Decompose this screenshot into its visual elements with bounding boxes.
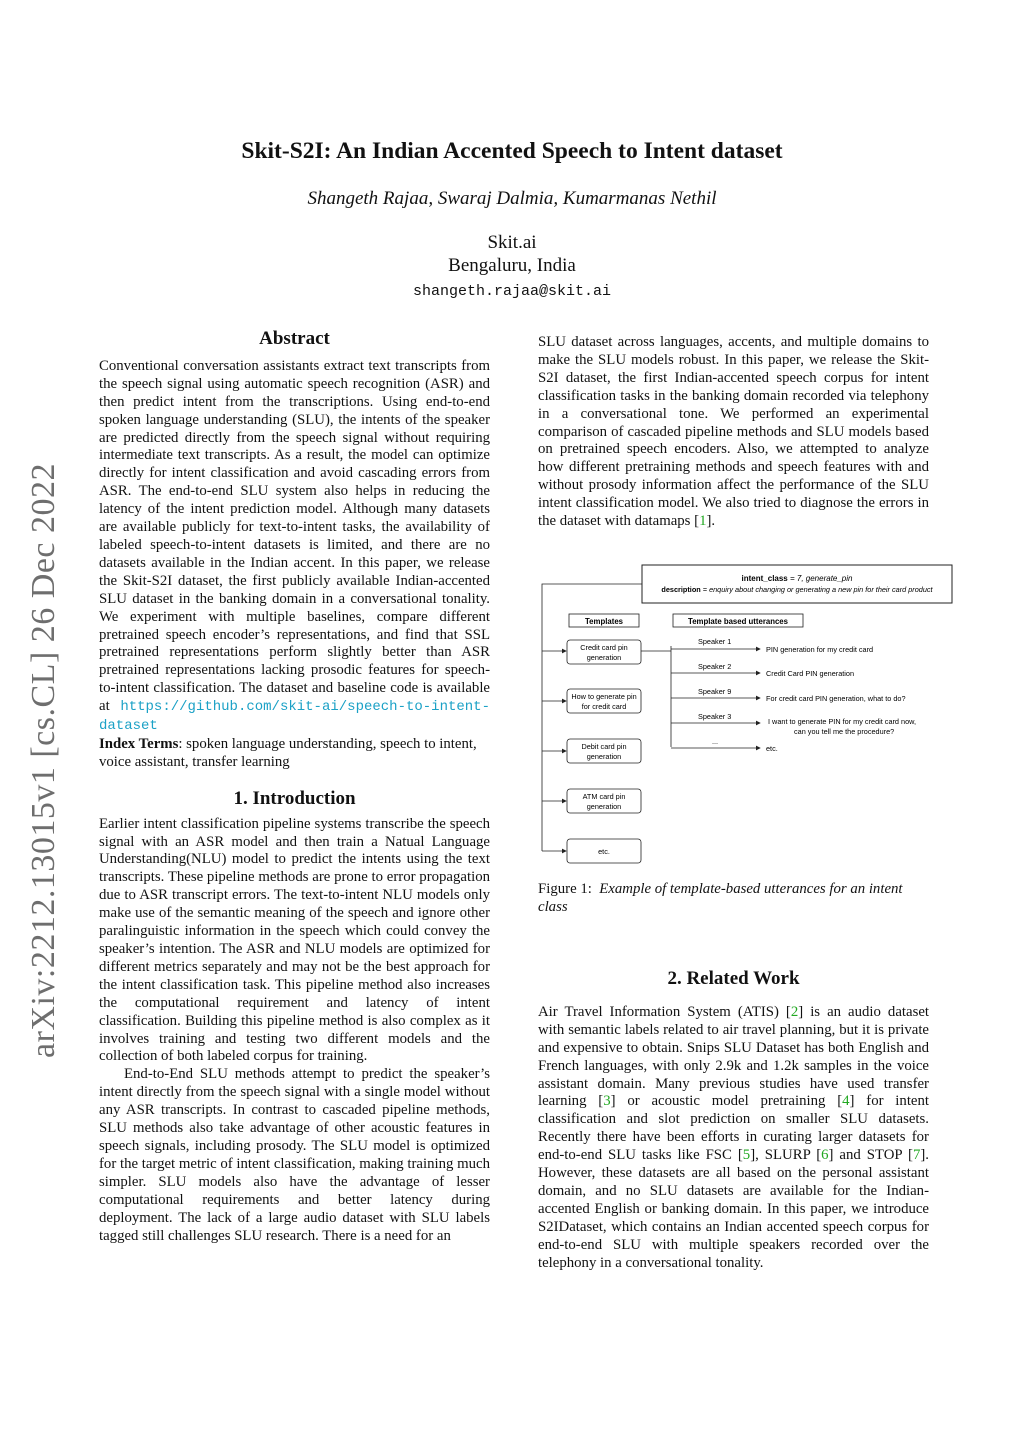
citation-1[interactable]: 1: [699, 513, 707, 530]
template-label: generation: [586, 802, 622, 811]
speaker-label: ...: [712, 737, 719, 746]
intent-class-box: [642, 565, 952, 603]
intro-heading: 1. Introduction: [233, 787, 356, 809]
caption-text: Example of template-based utterances for an intent class: [538, 881, 903, 915]
template-label: etc.: [598, 847, 610, 856]
intro-paragraph-3: [538, 334, 929, 531]
intro-paragraph-2: End-to-End SLU methods attempt to predict the speaker’s intent directly from the speech signal with a single model without any ASR transcripts. In contrast to cascaded pipeline methods, SLU methods also take advantage of other acoustic features in speech signals, including prosody. The SLU model is optimized for the target metric of intent classification, making training much simpler. SLU models also have the advantage of lesser computational requirements and better latency during deployment. The lack of a large audio dataset with SLU labels tagged still challenges SLU research. There is a need for an: [99, 1066, 490, 1244]
right-column-top: [538, 334, 929, 531]
related-text: ] or acoustic model pretraining [: [610, 1093, 843, 1110]
description-value: = enquiry about changing or generating a new pin for their card product: [700, 585, 933, 594]
citation-6[interactable]: 6: [821, 1147, 829, 1164]
utterance-text: For credit card PIN generation, what to do?: [766, 694, 906, 703]
citation-2[interactable]: 2: [790, 1003, 799, 1020]
related-text: Air Travel Information System (ATIS) [: [538, 1003, 791, 1020]
figure-1-diagram: [538, 562, 958, 872]
citation-7[interactable]: 7: [912, 1147, 921, 1164]
intro-paragraph-3-text: SLU dataset across languages, accents, and multiple domains to make the SLU models robust. In this paper, we release the Skit-S2I dataset, the first Indian-accented speech corpus for intent classification tasks in the banking domain recorded via telephony in a conversational tone. We performed an experimental comparison of cascaded pipeline methods and SLU models based on pretrained speech encoders. Also, we attempted to analyze how different pretraining methods and speech features with and without prosody information affect the performance of the SLU intent classification model. We also tried to diagnose the errors in the dataset with datamaps [: [538, 334, 929, 530]
abstract-body: [99, 358, 490, 736]
speaker-label: Speaker 2: [698, 662, 732, 671]
dataset-link[interactable]: https://github.com/skit-ai/speech-to-intent-dataset: [99, 699, 490, 735]
description-label: description: [661, 585, 701, 594]
figure-1-caption: [538, 880, 929, 916]
template-label: for credit card: [581, 702, 627, 711]
related-text: ] is an audio dataset with semantic labels related to air travel planning, but it is private and expensive to obtain. Snips SLU Dataset has both English and French languages, with only 2.9k and 1.2k samples in the voice assistant domain. Many previous studies have used transfer learning [: [538, 1003, 930, 1110]
caption-label: Figure 1:: [538, 881, 592, 897]
template-label: Debit card pin: [581, 742, 627, 751]
template-label: generation: [586, 653, 622, 662]
related-text: ]. However, these datasets are all based on the personal assistant domain, and no SLU datasets are available for the Indian-accented English or banking domain. In this paper, we introduce S2IDataset, which contains an Indian accented speech corpus for end-to-end SLU with multiple speakers recorded over the telephony in a conversational tonality.: [538, 1147, 929, 1271]
abstract-heading: Abstract: [259, 328, 330, 349]
intent-class-label: intent_class: [741, 574, 788, 583]
affiliation-location: Bengaluru, India: [448, 255, 576, 276]
citation-4[interactable]: 4: [842, 1093, 850, 1110]
template-label: generation: [586, 752, 622, 761]
related-heading: 2. Related Work: [667, 968, 800, 989]
templates-header: Templates: [585, 617, 623, 626]
intent-class-line: [742, 574, 854, 583]
related-text: ], SLURP [: [750, 1147, 822, 1164]
template-label: How to generate pin: [571, 692, 637, 701]
template-label: ATM card pin: [582, 792, 626, 801]
related-text: ] for intent classification and slot prediction on smaller SLU datasets. Recently there have been efforts in curating larger datasets for end-to-end SLU tasks like FSC [: [538, 1093, 930, 1164]
speaker-label: Speaker 3: [698, 712, 732, 721]
related-body: [538, 1004, 929, 1273]
arxiv-side-label: arXiv:2212.13015v1 [cs.CL] 26 Dec 2022: [25, 462, 62, 1058]
utterance-text: Credit Card PIN generation: [766, 669, 855, 678]
author-email[interactable]: shangeth.rajaa@skit.ai: [412, 283, 612, 300]
right-column-bottom: [538, 970, 929, 1273]
intro-paragraph-1: Earlier intent classification pipeline systems transcribe the speech signal with an ASR model and then train a Natual Language Understanding(NLU) model to predict the intents using the text transcripts. These pipeline methods are prone to error propagation due to ASR transcript errors. The text-to-intent NLU models only make use of the semantic meaning of the speech and ignore other paralinguistic information in the speech which could convey the speaker’s intention. The ASR and NLU models are optimized for different metrics separately and may not be the best approach for the intent classification task. This pipeline method also increases the computational requirement and latency of intent classification. Building this pipeline method is also complex as it involves training and testing two different models and the collection of both labeled corpus for training.: [99, 815, 490, 1065]
speaker-label: Speaker 1: [698, 637, 732, 646]
citation-5[interactable]: 5: [742, 1147, 751, 1164]
authors: Shangeth Rajaa, Swaraj Dalmia, Kumarmanas Nethil: [307, 188, 717, 209]
utterance-text: etc.: [766, 744, 778, 753]
utterance-text: I want to generate PIN for my credit card now,: [768, 717, 917, 726]
intent-class-value: = 7, generate_pin: [787, 574, 853, 583]
utterances-header: Template based utterances: [688, 617, 788, 626]
index-terms: [99, 736, 490, 772]
utterance-text: can you tell me the procedure?: [794, 727, 895, 736]
related-text: ] and STOP [: [828, 1147, 913, 1164]
index-terms-text: : spoken language understanding, speech to intent, voice assistant, transfer learning: [99, 735, 477, 770]
utterance-text: PIN generation for my credit card: [766, 645, 874, 654]
template-label: Credit card pin: [580, 643, 628, 652]
intro-paragraph-3-end: ].: [706, 513, 716, 530]
abstract-text: Conventional conversation assistants extract text transcripts from the speech signal using automatic speech recognition (ASR) and then predict intent from the transcriptions. Using end-to-end spoken language understanding (SLU), the intents of the speaker are predicted directly from the speech signal without requiring intermediate text transcripts. As a result, the model can optimize directly for intent classification and avoid cascading errors from ASR. The end-to-end SLU system also helps in reducing the latency of the intent prediction model. Although many datasets are available publicly for text-to-intent tasks, the availability of labeled speech-to-intent datasets is limited, and there are no datasets available in the Indian accent. In this paper, we release the Skit-S2I dataset, the first publicly available Indian-accented SLU dataset in the banking domain in a conversational tonality. We experiment with multiple baselines, compare different pretrained speech encoder’s representations, and find that SSL pretrained representations perform slightly better than ASR pretrained representations lacking prosodic features for speech-to-intent classification. The dataset and baseline code is available at: [99, 357, 490, 715]
affiliation-org: Skit.ai: [487, 232, 537, 253]
paper-title: Skit-S2I: An Indian Accented Speech to Intent dataset: [241, 138, 783, 164]
citation-3[interactable]: 3: [603, 1093, 611, 1110]
left-column: [99, 330, 490, 1245]
speaker-label: Speaker 9: [698, 687, 732, 696]
index-terms-label: Index Terms: [99, 735, 179, 752]
description-line: [661, 585, 933, 594]
